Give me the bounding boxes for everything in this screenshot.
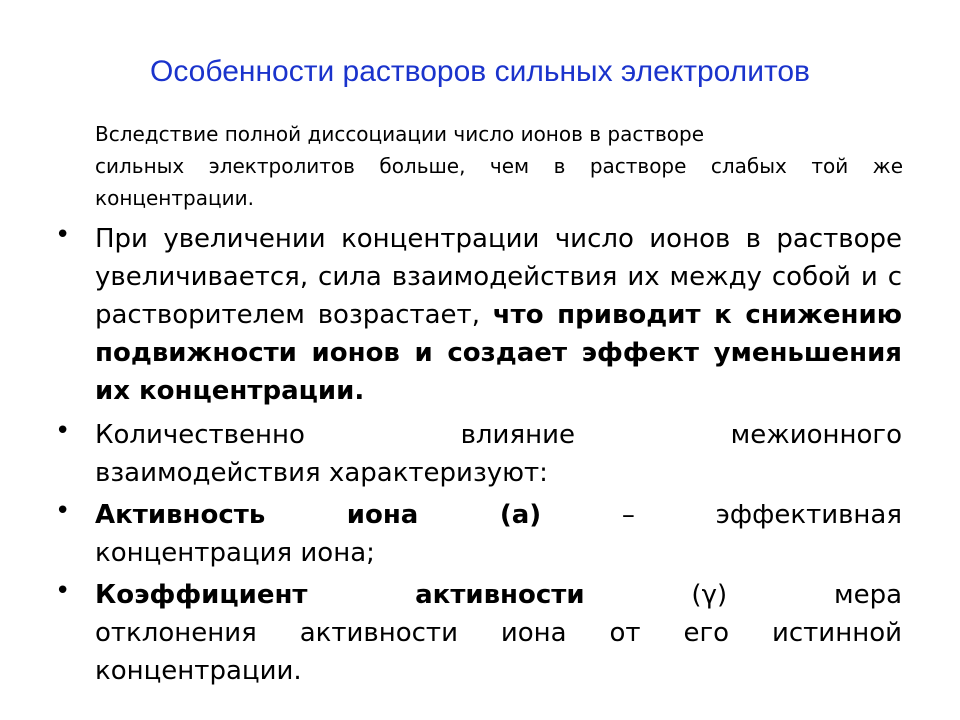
bullet-text (95, 416, 902, 492)
bullet-item-3 (55, 496, 903, 572)
bullet-bold-term: Активность иона (а) (95, 500, 542, 530)
bullet-line-1 (95, 496, 902, 534)
intro-rest: сильных электролитов больше, чем в растворе слабых той же концентрации. (95, 154, 903, 210)
bullet-dot-icon: • (55, 496, 71, 526)
intro-paragraph (95, 118, 903, 214)
bullet-bold-term: Коэффициент активности (95, 580, 585, 610)
bullet-line-2: концентрация иона; (95, 538, 375, 568)
bullet-item-4 (55, 576, 902, 690)
bullet-dot-icon: • (55, 220, 71, 250)
bullet-dash: – (541, 500, 716, 530)
bullet-list (0, 220, 960, 690)
bullet-normal-text: эффективная (715, 500, 903, 530)
bullet-line-2: отклонения активности иона от его истинной концентрации. (95, 618, 902, 686)
slide-title: Особенности растворов сильных электролитов (150, 55, 810, 88)
bullet-text (95, 496, 902, 572)
bullet-text (95, 576, 902, 690)
bullet-dot-icon: • (55, 576, 71, 606)
bullet-text (95, 220, 902, 410)
bullet-line-1: Количественно влияние межионного (95, 420, 902, 450)
bullet-bold-text: что приводит к снижению подвижности ионов и создает эффект уменьшения их концентрации. (95, 300, 902, 406)
bullet-symbol: (γ) (584, 580, 834, 610)
bullet-normal-text: При увеличении концентрации число ионов в растворе увеличивается, сила взаимодействия их между собой и с растворителем возрастает, (95, 224, 902, 330)
bullet-line-1 (95, 576, 902, 614)
bullet-item-1 (55, 220, 902, 410)
bullet-line-2: взаимодействия характеризуют: (95, 458, 548, 488)
bullet-item-2 (55, 416, 902, 492)
intro-line-1: Вследствие полной диссоциации число ионов в растворе (95, 122, 705, 146)
bullet-normal-text: мера (833, 580, 902, 610)
bullet-dot-icon: • (55, 416, 71, 446)
